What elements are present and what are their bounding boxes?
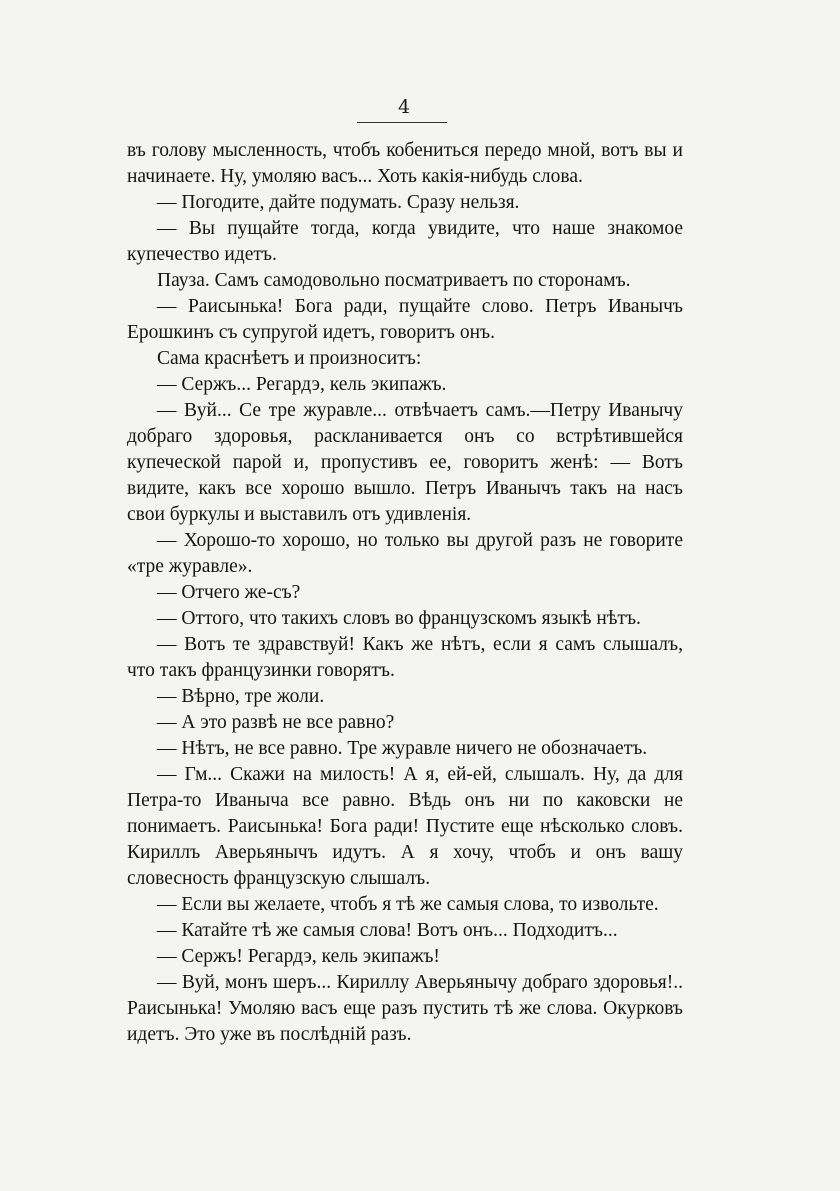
paragraph: — Раисынька! Бога ради, пущайте слово. Петръ Иванычъ Ерошкинъ съ супругой идетъ, говоритъ онъ. [127,296,683,343]
paragraph: — А это развѣ не все равно? [157,712,395,733]
paragraph: — Гм... Скажи на милость! А я, ей-ей, слышалъ. Ну, да для Петра-то Иваныча все равно. Вѣдь онъ ни по каковски не понимаетъ. Раисынька! Бога ради! Пустите еще нѣсколько словъ. Кириллъ Аверьянычъ идутъ. А я хочу, чтобъ и онъ вашу словесность французскую слышалъ. [127,764,683,889]
paragraph: — Катайте тѣ же самыя слова! Вотъ онъ... Подходитъ... [157,920,618,941]
paragraph: — Сержъ! Регардэ, кель экипажъ! [157,946,440,967]
body-text [127,138,683,1048]
paragraph: — Если вы желаете, чтобъ я тѣ же самыя слова, то извольте. [157,894,659,915]
paragraph: — Оттого, что такихъ словъ во французскомъ языкѣ нѣтъ. [157,608,641,629]
paragraph: — Сержъ... Регардэ, кель экипажъ. [157,374,447,395]
paragraph: — Отчего же-съ? [157,582,301,603]
paragraph: — Вотъ те здравствуй! Какъ же нѣтъ, если я самъ слышалъ, что такъ французинки говорятъ. [127,634,683,681]
paragraph: — Вы пущайте тогда, когда увидите, что наше знакомое купечество идетъ. [127,218,683,265]
paragraph: — Хорошо-то хорошо, но только вы другой разъ не говорите «тре журавле». [127,530,683,577]
paragraph: — Погодите, дайте подумать. Сразу нельзя. [157,192,520,213]
paragraph: въ голову мысленность, чтобъ кобениться передо мной, вотъ вы и начинаете. Ну, умоляю васъ... Хоть какія-нибудь слова. [127,140,683,187]
paragraph: Сама краснѣетъ и произноситъ: [157,348,422,369]
paragraph: — Вуй, монъ шеръ... Кириллу Аверьянычу добраго здоровья!.. Раисынька! Умоляю васъ еще разъ пустить тѣ же слова. Окурковъ идетъ. Это уже въ послѣдній разъ. [127,972,683,1045]
page-number: 4 [397,96,411,118]
header-rule [357,122,447,123]
paragraph: — Нѣтъ, не все равно. Тре журавле ничего не обозначаетъ. [157,738,648,759]
paragraph: Пауза. Самъ самодовольно посматриваетъ по сторонамъ. [157,270,631,291]
paragraph: — Вуй... Се тре журавле... отвѣчаетъ самъ.—Петру Иванычу добраго здоровья, раскланивается онъ со встрѣтившейся купеческой парой и, пропустивъ ее, говоритъ женѣ: — Вотъ видите, какъ все хорошо вышло. Петръ Иванычъ такъ на насъ свои буркулы и выставилъ отъ удивленія. [127,400,683,525]
paragraph: — Вѣрно, тре жоли. [157,686,325,707]
